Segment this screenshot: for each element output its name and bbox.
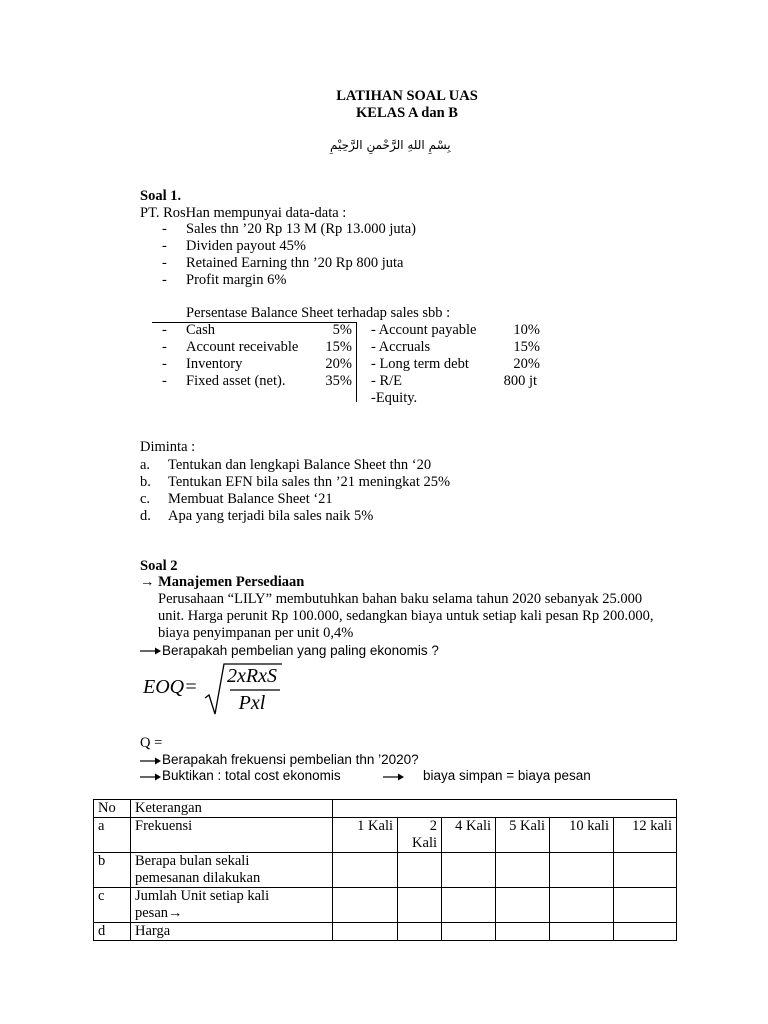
liability-label: - Long term debt — [371, 356, 469, 372]
freq-header: 4 Kali — [442, 818, 496, 853]
bold-arrow-icon: → — [140, 574, 155, 590]
liability-value: 20% — [513, 356, 540, 372]
asset-label: Inventory — [186, 356, 243, 372]
soal1-bullet: Retained Earning thn ’20 Rp 800 juta — [186, 255, 404, 271]
asset-value: 15% — [325, 339, 352, 355]
empty-cell — [550, 888, 614, 923]
liability-value: 800 jt — [503, 373, 537, 389]
bullet-dash: - — [162, 221, 167, 237]
bullet-dash: - — [162, 373, 167, 389]
table-row — [94, 818, 677, 853]
empty-cell — [496, 853, 550, 888]
page-subtitle: KELAS A dan B — [356, 105, 458, 121]
question-frequency: Berapakah frekuensi pembelian thn ’2020? — [162, 752, 419, 767]
row-ket-line: Berapa bulan sekali — [135, 853, 250, 869]
empty-cell — [550, 923, 614, 941]
freq-header: 2 Kali — [398, 818, 442, 853]
bullet-dash: - — [162, 238, 167, 254]
task-text: Membuat Balance Sheet ‘21 — [168, 491, 333, 507]
eoq-numerator: 2xRxS — [227, 665, 277, 687]
table-header-row — [94, 800, 677, 818]
header-empty-span — [333, 800, 677, 818]
liability-label: - Accruals — [371, 339, 431, 355]
t-account-divider — [356, 322, 357, 402]
header-no: No — [94, 800, 131, 818]
table-row — [94, 853, 677, 888]
liability-label: -Equity. — [371, 390, 418, 406]
asset-label: Account receivable — [186, 339, 299, 355]
liability-value: 10% — [513, 322, 540, 338]
task-letter: b. — [140, 474, 151, 490]
arrow-icon — [383, 772, 405, 782]
task-letter: a. — [140, 457, 151, 473]
empty-cell — [614, 888, 677, 923]
row-ket-line: pemesanan dilakukan — [135, 870, 261, 886]
table-row — [94, 888, 677, 923]
eoq-lhs: EOQ= — [143, 676, 198, 698]
soal1-bullet: Dividen payout 45% — [186, 238, 307, 254]
basmalah: بِسْمِ اللهِ الرَّحْمنِ الرَّحِيْمِ — [330, 138, 451, 152]
question-economical-purchase: Berapakah pembelian yang paling ekonomis ? — [162, 643, 439, 658]
empty-cell — [398, 923, 442, 941]
soal2-heading: Soal 2 — [140, 558, 178, 574]
eoq-denominator: Pxl — [238, 692, 266, 714]
soal2-para-line: unit. Harga perunit Rp 100.000, sedangkan biaya untuk setiap kali pesan Rp 200.000, — [158, 608, 654, 624]
table-row — [94, 923, 677, 941]
frequency-table — [93, 799, 677, 941]
balance-sheet-intro: Persentase Balance Sheet terhadap sales sbb : — [186, 305, 451, 321]
row-no: b — [94, 853, 131, 888]
empty-cell — [442, 888, 496, 923]
asset-value: 35% — [325, 373, 352, 389]
freq-header: 10 kali — [550, 818, 614, 853]
row-ket: Frekuensi — [131, 818, 333, 853]
task-letter: d. — [140, 508, 151, 524]
soal1-bullet: Sales thn ’20 Rp 13 M (Rp 13.000 juta) — [186, 221, 416, 237]
row-no: d — [94, 923, 131, 941]
liability-value: 15% — [513, 339, 540, 355]
asset-value: 5% — [332, 322, 352, 338]
q-label: Q = — [140, 735, 163, 751]
empty-cell — [442, 853, 496, 888]
row-no: c — [94, 888, 131, 923]
soal2-para-line: Perusahaan “LILY” membutuhkan bahan baku selama tahun 2020 sebanyak 25.000 — [158, 591, 643, 607]
empty-cell — [398, 888, 442, 923]
soal1-heading: Soal 1. — [140, 188, 182, 204]
bullet-dash: - — [162, 322, 167, 338]
asset-label: Fixed asset (net). — [186, 373, 286, 389]
bold-arrow-icon: → — [168, 905, 183, 921]
row-ket: Harga — [131, 923, 333, 941]
soal2-para-line: biaya penyimpanan per unit 0,4% — [158, 625, 354, 641]
soal1-bullet: Profit margin 6% — [186, 272, 287, 288]
storage-equals-order-cost: biaya simpan = biaya pesan — [423, 768, 591, 783]
soal2-subheading: Manajemen Persediaan — [158, 574, 305, 590]
bullet-dash: - — [162, 339, 167, 355]
freq-header: 1 Kali — [333, 818, 398, 853]
row-ket-line-with-arrow — [135, 905, 328, 922]
row-ket — [131, 853, 333, 888]
soal2-subheading-row — [140, 574, 304, 591]
empty-cell — [496, 923, 550, 941]
row-ket-line: Jumlah Unit setiap kali — [135, 888, 270, 904]
page-title: LATIHAN SOAL UAS — [336, 88, 478, 104]
row-no: a — [94, 818, 131, 853]
empty-cell — [333, 923, 398, 941]
row-ket-line: pesan — [135, 905, 169, 921]
row-ket — [131, 888, 333, 923]
arrow-icon — [140, 756, 162, 766]
empty-cell — [496, 888, 550, 923]
diminta-label: Diminta : — [140, 439, 196, 455]
asset-label: Cash — [186, 322, 215, 338]
empty-cell — [442, 923, 496, 941]
liability-label: - Account payable — [371, 322, 477, 338]
empty-cell — [333, 888, 398, 923]
task-text: Apa yang terjadi bila sales naik 5% — [168, 508, 374, 524]
bullet-dash: - — [162, 356, 167, 372]
empty-cell — [398, 853, 442, 888]
arrow-icon — [140, 772, 162, 782]
freq-header: 5 Kali — [496, 818, 550, 853]
asset-value: 20% — [325, 356, 352, 372]
empty-cell — [333, 853, 398, 888]
empty-cell — [550, 853, 614, 888]
bullet-dash: - — [162, 272, 167, 288]
freq-header: 12 kali — [614, 818, 677, 853]
arrow-icon — [140, 646, 162, 656]
prove-total-cost: Buktikan : total cost ekonomis — [162, 768, 341, 783]
task-text: Tentukan EFN bila sales thn ’21 meningkat 25% — [168, 474, 451, 490]
empty-cell — [614, 853, 677, 888]
empty-cell — [614, 923, 677, 941]
header-keterangan: Keterangan — [131, 800, 333, 818]
soal1-intro: PT. RosHan mempunyai data-data : — [140, 205, 347, 221]
liability-label: - R/E — [371, 373, 403, 389]
task-letter: c. — [140, 491, 151, 507]
task-text: Tentukan dan lengkapi Balance Sheet thn ‘20 — [168, 457, 432, 473]
bullet-dash: - — [162, 255, 167, 271]
